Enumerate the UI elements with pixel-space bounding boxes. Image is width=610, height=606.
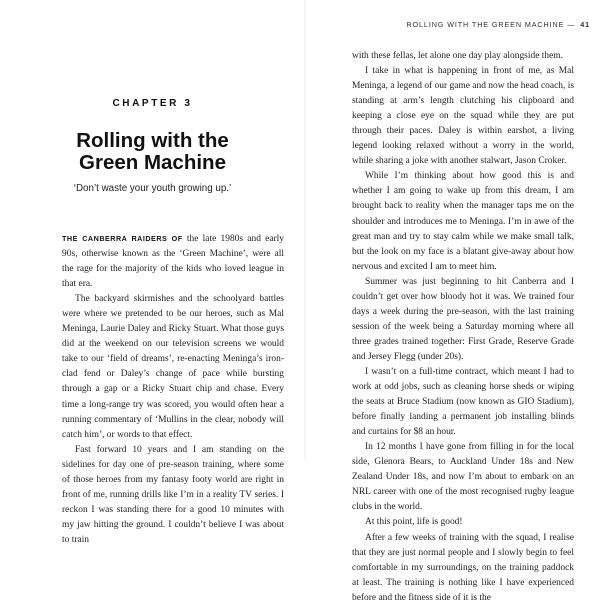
- right-page-body: [352, 49, 574, 606]
- body-paragraph: After a few weeks of training with the squad, I realise that they are just normal people and I slowly begin to feel comfortable in my surroundings, on the training paddock at least. The training is nothing like I have experienced before and the fitness side of it is the: [352, 532, 574, 603]
- body-paragraph: At this point, life is good!: [365, 517, 463, 528]
- running-head-title: ROLLING WITH THE GREEN MACHINE: [406, 20, 565, 29]
- page-number: 41: [580, 20, 590, 29]
- right-page: [305, 0, 610, 603]
- left-page-body: [62, 231, 284, 548]
- body-paragraph: Summer was just beginning to hit Canberra and I couldn’t get over how bloody hot it was. We trained four days a week during the pre-season, with the last training session of the week being a Saturday morning where all three grades trained together: First Grade, Reserve Grade and Jersey Flegg (under 20s).: [352, 276, 574, 362]
- continuation-paragraph: with these fellas, let alone one day play alongside them.: [352, 51, 563, 61]
- body-paragraph: The backyard skirmishes and the schoolyard battles were where we pretended to be our heroes, such as Mal Meninga, Laurie Daley and Ricky Stuart. What those guys did at the weekend on our television screens we would take to our ‘field of dreams’, re-enacting Meninga’s iron-clad fend or Daley’s change of pace while bursting through a gap or a Ricky Stuart chip and chase. Every time a long-range try was scored, you would often hear a running commentary of ‘Mullins in the clear, nobody will catch him’, or words to that effect.: [62, 294, 284, 440]
- opening-paragraph: [62, 231, 284, 292]
- body-paragraph: While I’m thinking about how good this is and whether I am going to wake up from this dream, I am brought back to reality when the manager taps me on the shoulder and introduces me to Meninga. I’m in awe of the great man and try to stay calm while we make small talk, but the look on my face is a blatant give-away about how nervous and excited I am to meet him.: [352, 171, 574, 272]
- body-paragraph: I wasn’t on a full-time contract, which meant I had to work at odd jobs, such as cleaning horse sheds or wiping the seats at Bruce Stadium (now known as GIO Stadium), before finally landing a permanent job installing blinds and curtains for $8 an hour.: [352, 366, 574, 438]
- body-paragraph: Fast forward 10 years and I am standing on the sidelines for day one of pre-season training, where some of those heroes from my fantasy footy world are right in front of me, running drills like I’m in a reality TV series. I reckon I was standing there for a good 10 minutes with my jaw hitting the ground. I couldn’t believe I was about to train: [62, 444, 284, 545]
- running-head: [406, 20, 590, 29]
- chapter-title-line-2: Green Machine: [79, 151, 226, 174]
- body-paragraph: I take in what is happening in front of me, as Mal Meninga, a legend of our game and now the head coach, is standing at arm’s length clutching his clipboard and keeping a close eye on the squad while they are put through their paces. Daley is within earshot, a living legend looking relaxed without a worry in the world, while sharing a joke with another stalwart, Jason Croker.: [352, 66, 574, 167]
- chapter-title: [0, 130, 305, 174]
- opening-paragraph-text: the late 1980s and early 90s, otherwise known as the ‘Green Machine’, were all the rage for the majority of the kids who loved league in that era.: [62, 234, 285, 290]
- chapter-label: CHAPTER 3: [112, 98, 193, 109]
- running-head-separator: —: [567, 20, 576, 29]
- chapter-title-line-1: Rolling with the: [76, 129, 229, 152]
- body-paragraph: In 12 months I have gone from filling in for the local side, Glenora Bears, to Auckland Under 18s and New Zealand Under 18s, and now I’m about to embark on an NRL career with one of the most recognised rugby league clubs in the world.: [352, 442, 574, 513]
- lead-in: THE CANBERRA RAIDERS OF: [62, 234, 183, 243]
- left-page: [0, 0, 305, 545]
- epigraph: ‘Don’t waste your youth growing up.’: [73, 183, 232, 194]
